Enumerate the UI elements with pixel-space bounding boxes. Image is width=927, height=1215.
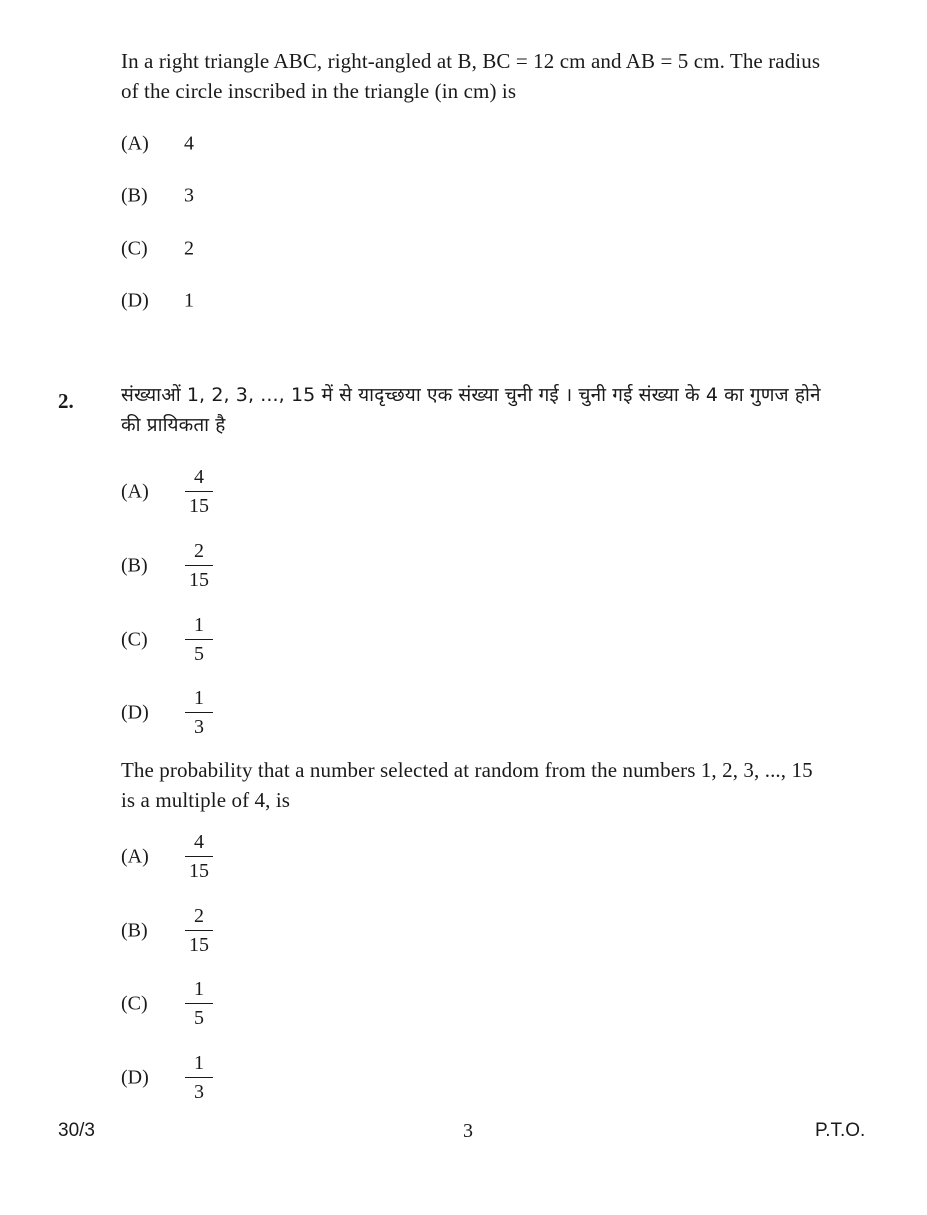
fraction-numerator: 1 (194, 687, 204, 709)
fraction (185, 465, 213, 518)
option-label: (B) (121, 919, 148, 942)
q2-text-en: The probability that a number selected at random from the numbers 1, 2, 3, ..., 15 is a multiple of 4, is (121, 758, 813, 812)
option-label: (C) (121, 628, 148, 651)
option-label: (D) (121, 1066, 149, 1089)
fraction-denominator: 5 (194, 643, 204, 665)
fraction (185, 539, 213, 592)
option-label: (A) (121, 132, 149, 155)
option-label: (A) (121, 480, 149, 503)
q1-text-en: In a right triangle ABC, right-angled at B, BC = 12 cm and AB = 5 cm. The radius of the circle inscribed in the triangle (in cm) is (121, 49, 821, 103)
fraction-denominator: 5 (194, 1007, 204, 1029)
option-label: (D) (121, 701, 149, 724)
fraction (185, 686, 213, 739)
fraction-denominator: 15 (189, 860, 209, 882)
option-label: (C) (121, 992, 148, 1015)
option-label: (B) (121, 554, 148, 577)
fraction-numerator: 4 (194, 831, 204, 853)
fraction-bar (185, 639, 213, 640)
please-turn-over: P.T.O. (815, 1120, 866, 1141)
page-number: 3 (463, 1120, 473, 1142)
fraction-bar (185, 856, 213, 857)
q2-number: 2. (58, 389, 74, 413)
fraction-bar (185, 712, 213, 713)
fraction-bar (185, 930, 213, 931)
fraction-bar (185, 565, 213, 566)
fraction-bar (185, 1077, 213, 1078)
fraction-bar (185, 1003, 213, 1004)
option-value: 4 (184, 132, 194, 155)
option-label: (C) (121, 237, 148, 260)
fraction (185, 904, 213, 957)
option-value: 2 (184, 237, 194, 260)
fraction-denominator: 15 (189, 934, 209, 956)
option-label: (B) (121, 184, 148, 207)
q2-text-hi: संख्याओं 1, 2, 3, ..., 15 में से यादृच्छया एक संख्या चुनी गई । चुनी गई संख्या के 4 का गुणज होने की प्रायिकता है (121, 384, 821, 436)
fraction (185, 613, 213, 666)
fraction (185, 830, 213, 883)
option-label: (D) (121, 289, 149, 312)
option-value: 1 (184, 289, 194, 312)
fraction (185, 977, 213, 1030)
fraction-numerator: 1 (194, 978, 204, 1000)
fraction-denominator: 15 (189, 569, 209, 591)
option-value: 3 (184, 184, 194, 207)
fraction (185, 1051, 213, 1104)
fraction-denominator: 3 (194, 716, 204, 738)
fraction-numerator: 2 (194, 905, 204, 927)
fraction-denominator: 3 (194, 1081, 204, 1103)
fraction-denominator: 15 (189, 495, 209, 517)
fraction-numerator: 1 (194, 1052, 204, 1074)
fraction-bar (185, 491, 213, 492)
option-label: (A) (121, 845, 149, 868)
fraction-numerator: 1 (194, 614, 204, 636)
fraction-numerator: 4 (194, 466, 204, 488)
paper-code: 30/3 (58, 1120, 95, 1141)
fraction-numerator: 2 (194, 540, 204, 562)
